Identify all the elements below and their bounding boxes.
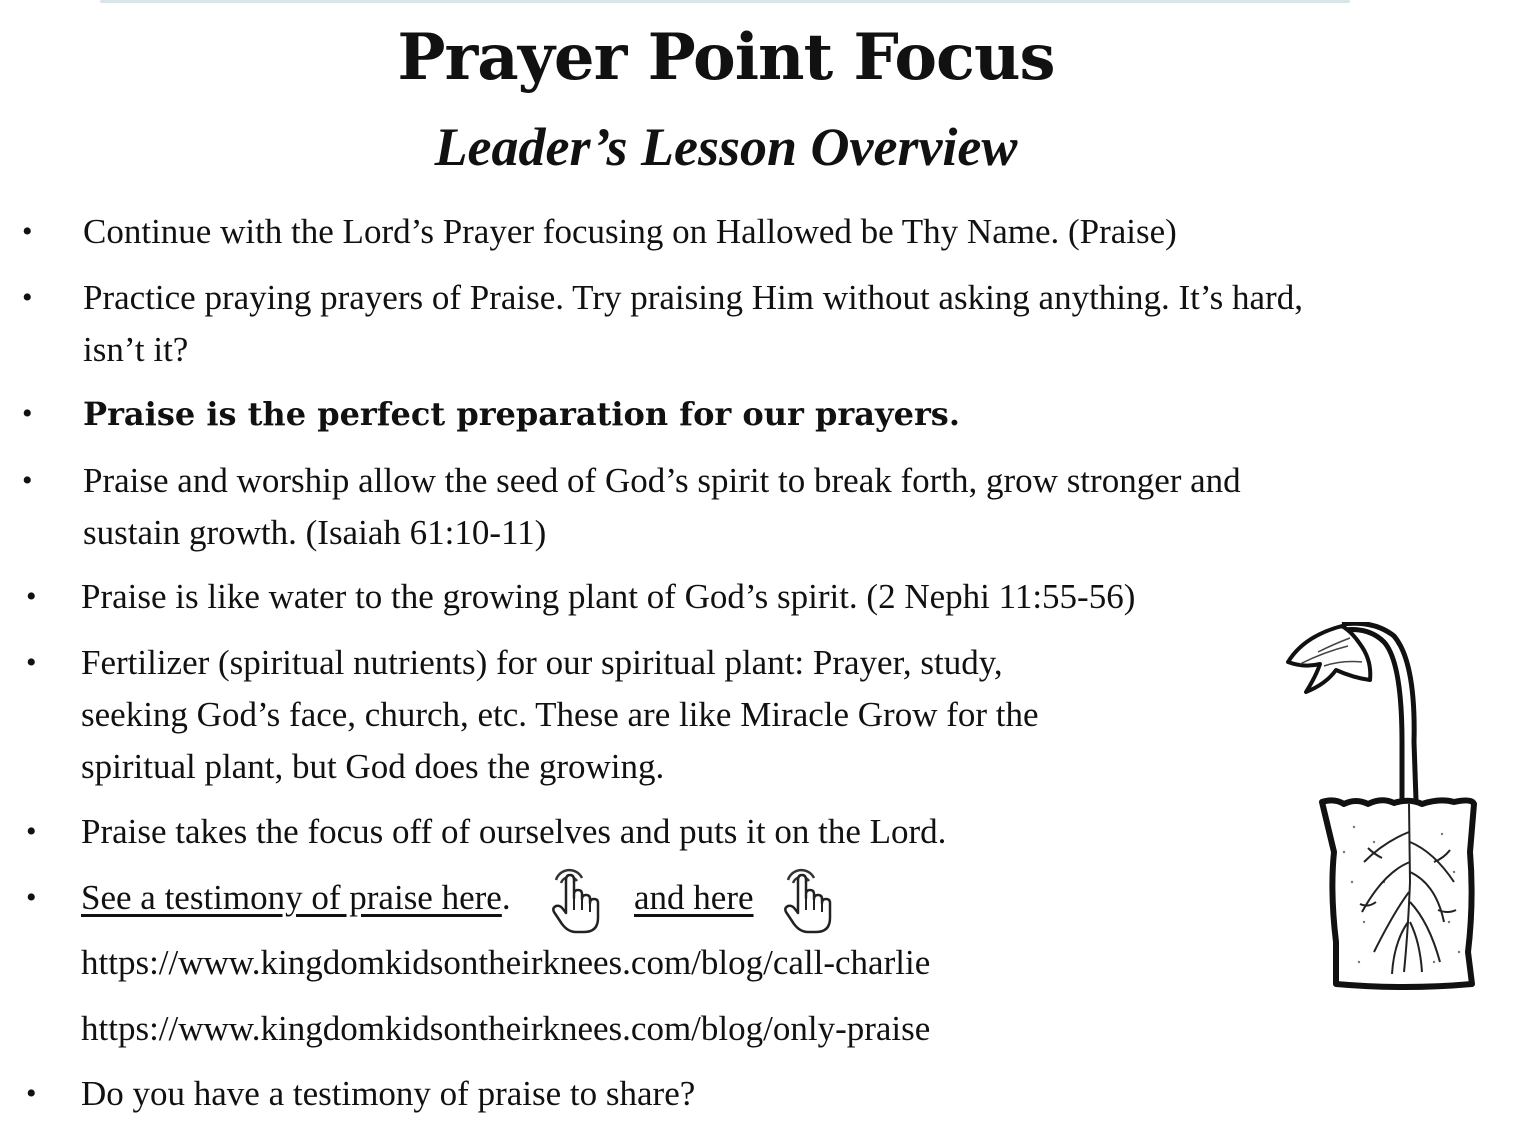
key-statement: Praise is the perfect preparation for our prayers. [83,395,960,433]
bullet: • [26,580,37,613]
list-item-text: Praise is like water to the growing plant of God’s spirit. (2 Nephi 11:55-56) [81,577,1136,616]
testimony-link-1[interactable]: See a testimony of praise here [81,878,502,917]
list-item-text-continued: seeking God’s face, church, etc. These are like Miracle Grow for the [81,695,1039,734]
testimony-link-2-wrapper [634,872,754,924]
bullet: • [22,397,33,430]
list-item-text-continued: isn’t it? [83,330,189,369]
list-item-text: Fertilizer (spiritual nutrients) for our spiritual plant: Prayer, study, [81,643,1003,682]
bullet: • [22,464,33,497]
list-item-text-continued: sustain growth. (Isaiah 61:10-11) [83,513,547,552]
list-item-text: Practice praying prayers of Praise. Try praising Him without asking anything. It’s hard, [83,278,1303,317]
bullet: • [26,815,37,848]
top-divider [100,0,1350,3]
testimony-link-2[interactable]: and here [634,878,754,917]
hand-pointer-icon[interactable] [548,866,604,936]
list-item-text: Continue with the Lord’s Prayer focusing on Hallowed be Thy Name. (Praise) [83,212,1177,251]
page-subtitle: Leader’s Lesson Overview [434,117,1018,177]
page-title: Prayer Point Focus [397,20,1055,95]
list-item-text: Praise and worship allow the seed of God’s spirit to break forth, grow stronger and [83,461,1241,500]
testimony-links-line [81,872,511,924]
url-call-charlie[interactable]: https://www.kingdomkidsontheirknees.com/blog/call-charlie [81,943,931,982]
bullet: • [26,646,37,679]
list-item-text: Praise takes the focus off of ourselves and puts it on the Lord. [81,812,947,851]
period: . [501,878,511,917]
list-item-text: Do you have a testimony of praise to share? [81,1074,696,1113]
list-item-text-continued: spiritual plant, but God does the growing. [81,747,665,786]
bullet: • [26,881,37,914]
sprouting-plant-illustration [1244,622,1480,994]
url-only-praise[interactable]: https://www.kingdomkidsontheirknees.com/blog/only-praise [81,1009,931,1048]
hand-pointer-icon[interactable] [780,866,836,936]
bullet: • [22,215,33,248]
bullet: • [22,281,33,314]
bullet: • [26,1077,37,1110]
